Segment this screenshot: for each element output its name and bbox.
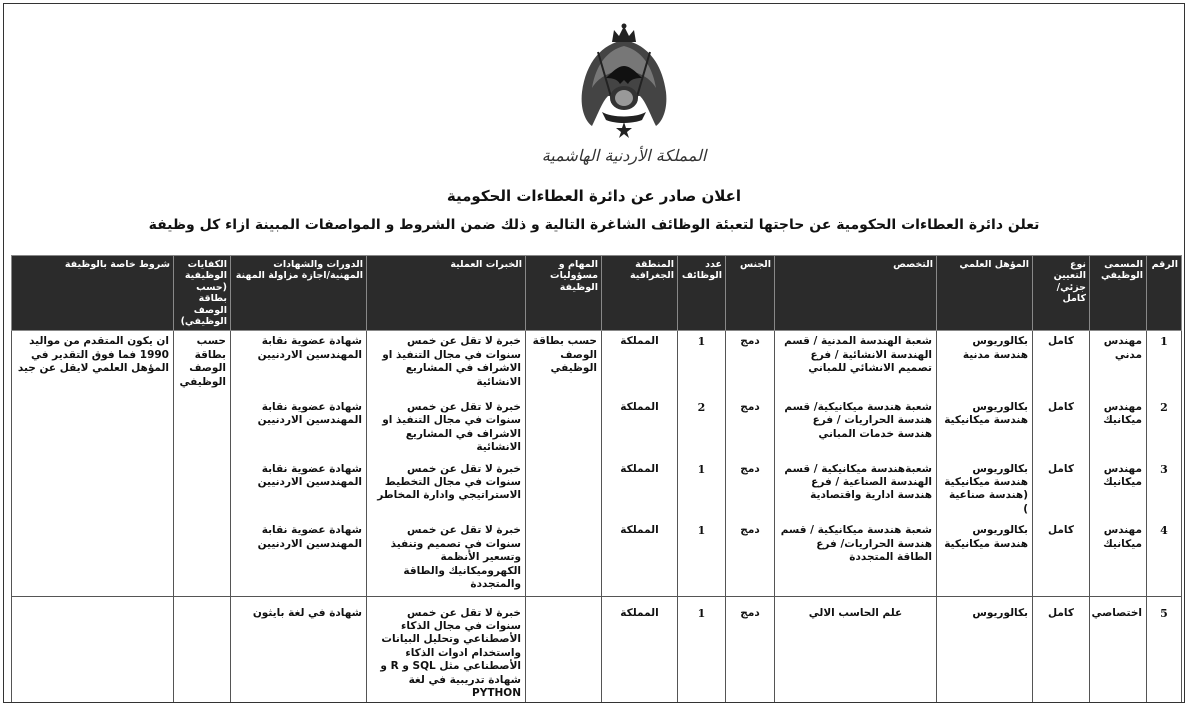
cell-specialization: شعبة هندسة ميكانيكية / قسم هندسة الحراريات/ فرع الطاقة المتجددة (775, 520, 937, 596)
cell-gender: دمج (726, 596, 775, 703)
cell-conditions (12, 520, 174, 596)
cell-qualification: بكالوريوس هندسة مدنية (937, 331, 1033, 397)
cell-duties (526, 459, 602, 521)
table-row (12, 459, 1182, 521)
header-region: المنطقة الجغرافية (602, 256, 678, 331)
cell-job-title: اختصاصي (1090, 596, 1147, 703)
cell-competencies (174, 520, 231, 596)
table-header-row (12, 256, 1182, 331)
cell-count: 2 (678, 397, 726, 459)
header-experience: الخبرات العملية (367, 256, 526, 331)
cell-qualification: بكالوريوس هندسة ميكانيكية (937, 397, 1033, 459)
cell-qualification: بكالوريوس (937, 596, 1033, 703)
table-row (12, 520, 1182, 596)
cell-experience: خبرة لا تقل عن خمس سنوات في مجال التخطيط الاستراتيجي وادارة المخاطر (367, 459, 526, 521)
cell-specialization: شعبة هندسة ميكانيكية/ قسم هندسة الحراريات / فرع هندسة خدمات المباني (775, 397, 937, 459)
cell-gender: دمج (726, 331, 775, 397)
cell-duties: حسب بطاقة الوصف الوظيفي (526, 331, 602, 397)
cell-number: 4 (1147, 520, 1182, 596)
cell-number: 5 (1147, 596, 1182, 703)
cell-duties (526, 520, 602, 596)
header-specialization: التخصص (775, 256, 937, 331)
cell-gender: دمج (726, 397, 775, 459)
cell-specialization: علم الحاسب الالي (775, 596, 937, 703)
table-row (12, 596, 1182, 703)
cell-duties (526, 397, 602, 459)
coat-of-arms-icon (572, 22, 676, 140)
cell-competencies (174, 459, 231, 521)
cell-region: المملكة (602, 520, 678, 596)
cell-job-title: مهندس مدني (1090, 331, 1147, 397)
cell-conditions (12, 596, 174, 703)
cell-number: 2 (1147, 397, 1182, 459)
cell-number: 3 (1147, 459, 1182, 521)
cell-duties (526, 596, 602, 703)
header-employment-type: نوع التعيين جزئي/كامل (1033, 256, 1090, 331)
cell-region: المملكة (602, 596, 678, 703)
cell-count: 1 (678, 596, 726, 703)
cell-job-title: مهندس ميكانيك (1090, 459, 1147, 521)
header-competencies: الكفايات الوظيفية (حسب بطاقة الوصف الوظيفي) (174, 256, 231, 331)
cell-experience: خبرة لا تقل عن خمس سنوات في تصميم وتنفيذ وتسعير الأنظمة الكهروميكانيك والطاقة والمتجددة (367, 520, 526, 596)
cell-employment-type: كامل (1033, 596, 1090, 703)
cell-experience: خبرة لا تقل عن خمس سنوات في مجال التنفيذ او الاشراف في المشاريع الانشائية (367, 397, 526, 459)
cell-number: 1 (1147, 331, 1182, 397)
kingdom-name: المملكة الأردنية الهاشمية (541, 146, 707, 165)
cell-conditions (12, 459, 174, 521)
cell-region: المملكة (602, 459, 678, 521)
cell-specialization: شعبةهندسة ميكانيكية / قسم الهندسة الصناعية / فرع هندسة ادارية واقتصادية (775, 459, 937, 521)
cell-conditions (12, 397, 174, 459)
header-conditions: شروط خاصة بالوظيفة (12, 256, 174, 331)
cell-competencies (174, 397, 231, 459)
header-duties: المهام و مسؤوليات الوظيفة (526, 256, 602, 331)
cell-employment-type: كامل (1033, 459, 1090, 521)
coat-of-arms-emblem (572, 22, 676, 140)
cell-gender: دمج (726, 520, 775, 596)
document-frame (3, 3, 1185, 703)
cell-count: 1 (678, 331, 726, 397)
cell-job-title: مهندس ميكانيك (1090, 520, 1147, 596)
header-job-title: المسمى الوظيفي (1090, 256, 1147, 331)
cell-qualification: بكالوريوس هندسة ميكانيكية (هندسة صناعية ) (937, 459, 1033, 521)
cell-region: المملكة (602, 331, 678, 397)
cell-count: 1 (678, 459, 726, 521)
jobs-table (11, 255, 1182, 703)
table-row (12, 397, 1182, 459)
cell-certificates: شهادة في لغة بايثون (231, 596, 367, 703)
cell-region: المملكة (602, 397, 678, 459)
header-qualification: المؤهل العلمي (937, 256, 1033, 331)
header-count: عدد الوظائف (678, 256, 726, 331)
cell-employment-type: كامل (1033, 397, 1090, 459)
cell-certificates: شهادة عضوية نقابة المهندسين الاردنيين (231, 520, 367, 596)
cell-employment-type: كامل (1033, 520, 1090, 596)
table-row (12, 331, 1182, 397)
cell-certificates: شهادة عضوية نقابة المهندسين الاردنيين (231, 397, 367, 459)
cell-competencies: حسب بطاقة الوصف الوظيفي (174, 331, 231, 397)
cell-count: 1 (678, 520, 726, 596)
cell-certificates: شهادة عضوية نقابة المهندسين الاردنيين (231, 459, 367, 521)
cell-conditions: ان يكون المتقدم من مواليد 1990 فما فوق التقدير في المؤهل العلمي لايقل عن جيد (12, 331, 174, 397)
cell-experience: خبرة لا تقل عن خمس سنوات في مجال التنفيذ او الاشراف في المشاريع الانشائية (367, 331, 526, 397)
page-subtitle: تعلن دائرة العطاءات الحكومية عن حاجتها لتعبئة الوظائف الشاغرة التالية و ذلك ضمن الشروط و المواصفات المبينة ازاء كل وظيفة (148, 217, 1040, 233)
cell-employment-type: كامل (1033, 331, 1090, 397)
cell-certificates: شهادة عضوية نقابة المهندسين الاردنيين (231, 331, 367, 397)
cell-gender: دمج (726, 459, 775, 521)
header-number: الرقم (1147, 256, 1182, 331)
cell-competencies (174, 596, 231, 703)
cell-qualification: بكالوريوس هندسة ميكانيكية (937, 520, 1033, 596)
header-gender: الجنس (726, 256, 775, 331)
cell-job-title: مهندس ميكانيك (1090, 397, 1147, 459)
header-certificates: الدورات والشهادات المهنية/اجازة مزاولة المهنة (231, 256, 367, 331)
cell-experience: خبرة لا تقل عن خمس سنوات في مجال الذكاء الأصطناعي وتحليل البيانات واستخدام ادوات الذكاء الأصطناعي مثل SQL و R و شهادة تدريبية في لغة PYTHON (367, 596, 526, 703)
cell-specialization: شعبة الهندسة المدنية / قسم الهندسة الانشائية / فرع تصميم الانشائي للمباني (775, 331, 937, 397)
page-title: اعلان صادر عن دائرة العطاءات الحكومية (446, 187, 742, 205)
